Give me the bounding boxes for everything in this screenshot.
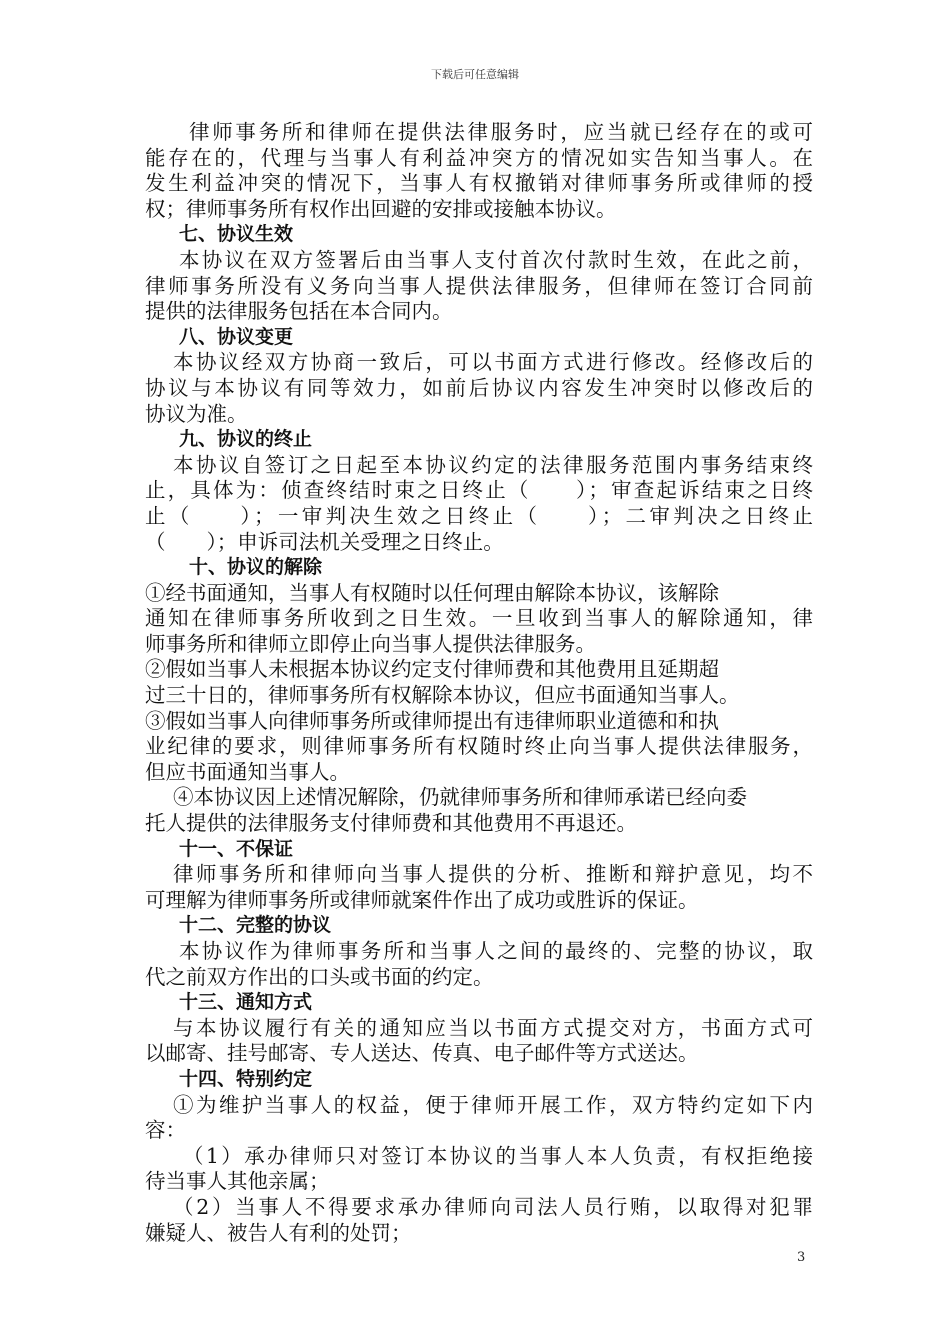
section-heading: 十三、通知方式	[179, 991, 313, 1014]
text-line: 过三十日的，律师事务所有权解除本协议，但应书面通知当事人。	[145, 683, 740, 708]
section-heading: 十二、完整的协议	[179, 914, 332, 937]
text-line: 协议与本协议有同等效力，如前后协议内容发生冲突时以修改后的	[145, 375, 813, 400]
text-line: ④本协议因上述情况解除，仍就律师事务所和律师承诺已经向委	[173, 785, 747, 810]
text-line: （ ）；申诉司法机关受理之日终止。	[145, 529, 504, 554]
text-line: 但应书面通知当事人。	[145, 759, 350, 784]
document-body	[145, 120, 813, 1246]
text-line: （2）当事人不得要求承办律师向司法人员行贿，以取得对犯罪	[173, 1194, 813, 1219]
text-line: 代之前双方作出的口头或书面的约定。	[145, 964, 494, 989]
text-line: 律师事务所和律师向当事人提供的分析、推断和辩护意见，均不	[173, 862, 813, 887]
text-line: 止（ ）；一审判决生效之日终止（ ）；二审判决之日终止	[145, 503, 813, 528]
text-line: 本协议在双方签署后由当事人支付首次付款时生效，在此之前，	[179, 247, 813, 272]
text-line: 本协议自签订之日起至本协议约定的法律服务范围内事务结束终	[173, 452, 813, 477]
text-line: 律师事务所没有义务向当事人提供法律服务，但律师在签订合同前	[145, 273, 813, 298]
text-line: 发生利益冲突的情况下，当事人有权撤销对律师事务所或律师的授	[145, 171, 813, 196]
text-line: 可理解为律师事务所或律师就案件作出了成功或胜诉的保证。	[145, 887, 699, 912]
text-line: 以邮寄、挂号邮寄、专人送达、传真、电子邮件等方式送达。	[145, 1041, 699, 1066]
text-line: （1）承办律师只对签订本协议的当事人本人负责，有权拒绝接	[183, 1143, 813, 1168]
text-line: 协议为准。	[145, 401, 248, 426]
section-heading: 十一、不保证	[179, 837, 294, 860]
text-line: 与本协议履行有关的通知应当以书面方式提交对方，书面方式可	[173, 1015, 813, 1040]
text-line: ③假如当事人向律师事务所或律师提出有违律师职业道德和和执	[145, 708, 719, 733]
text-line: 师事务所和律师立即停止向当事人提供法律服务。	[145, 631, 596, 656]
text-line: 本协议经双方协商一致后，可以书面方式进行修改。经修改后的	[173, 350, 813, 375]
text-line: 嫌疑人、被告人有利的处罚；	[145, 1220, 412, 1245]
text-line: ①为维护当事人的权益，便于律师开展工作，双方特约定如下内	[173, 1092, 813, 1117]
section-heading: 十四、特别约定	[179, 1067, 313, 1090]
section-heading: 七、协议生效	[179, 223, 294, 246]
text-line: 能存在的，代理与当事人有利益冲突方的情况如实告知当事人。在	[145, 145, 813, 170]
section-heading: 十、协议的解除	[189, 556, 323, 579]
text-line: 本协议作为律师事务所和当事人之间的最终的、完整的协议，取	[179, 939, 813, 963]
text-line: 待当事人其他亲属；	[145, 1169, 330, 1194]
text-line: 权；律师事务所有权作出回避的安排或接触本协议。	[145, 196, 617, 221]
text-line: ①经书面通知，当事人有权随时以任何理由解除本协议，该解除	[145, 580, 719, 605]
section-heading: 八、协议变更	[179, 325, 294, 348]
text-line: 律师事务所和律师在提供法律服务时，应当就已经存在的或可	[189, 120, 813, 144]
page-number: 3	[797, 1250, 806, 1265]
text-line: 业纪律的要求，则律师事务所有权随时终止向当事人提供法律服务，	[145, 734, 813, 759]
text-line: 止，具体为：侦查终结时束之日终止（ ）；审查起诉结束之日终	[145, 478, 813, 503]
text-line: 提供的法律服务包括在本合同内。	[145, 299, 453, 324]
text-line: ②假如当事人未根据本协议约定支付律师费和其他费用且延期超	[145, 657, 719, 682]
page-header: 下载后可任意编辑	[431, 68, 519, 81]
section-heading: 九、协议的终止	[179, 428, 313, 451]
text-line: 托人提供的法律服务支付律师费和其他费用不再退还。	[145, 811, 637, 836]
text-line: 通知在律师事务所收到之日生效。一旦收到当事人的解除通知，律	[145, 606, 813, 631]
text-line: 容：	[145, 1118, 186, 1143]
